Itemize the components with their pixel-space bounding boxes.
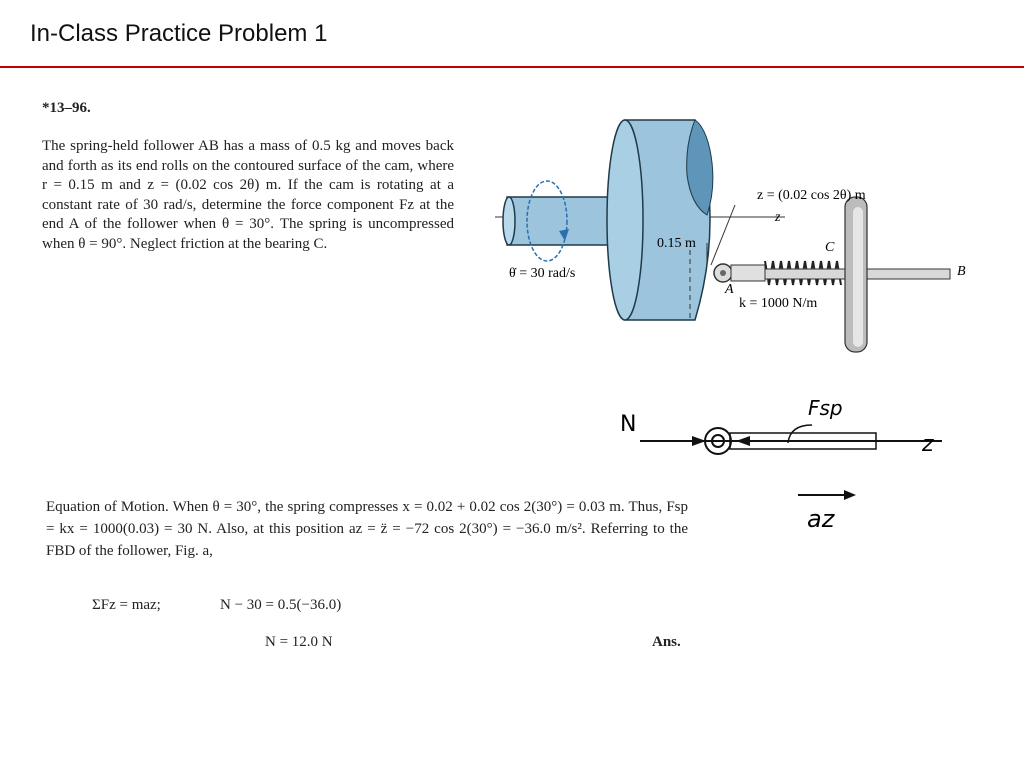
solution-text: Equation of Motion. When θ = 30°, the spring compresses x = 0.02 + 0.02 cos 2(30°) = 0.03 m. Thus, Fsp = kx = 1000(0.03) = 30 N. Also, at this position az = z̈ = −72 cos 2(30°) = −36.0 m/s². Referring to the FBD of the follower, Fig. a, [46, 499, 688, 559]
cam-front-face [607, 120, 643, 320]
z-equation-label: z = (0.02 cos 2θ) m [757, 188, 866, 203]
follower-head [731, 265, 765, 281]
fbd-z-label: z [922, 432, 934, 457]
result-equation: N = 12.0 N [265, 634, 333, 650]
fsp-arrowhead [736, 436, 750, 446]
fbd-fsp-label: Fsp [808, 396, 843, 420]
eq1-rhs: N − 30 = 0.5(−36.0) [220, 597, 342, 613]
fbd-n-label: N [620, 412, 637, 437]
fbd-az-label: az [807, 505, 835, 533]
z-leader [711, 205, 735, 265]
z-axis-label: z [775, 210, 781, 225]
problem-number: *13–96. [42, 100, 91, 116]
radius-label: 0.15 m [657, 236, 696, 251]
cam-follower-figure [495, 115, 1000, 360]
az-arrowhead [844, 490, 856, 500]
equation-of-motion [92, 597, 342, 614]
shaft-end [503, 197, 515, 245]
omega-label: θ̇ = 30 rad/s [509, 266, 576, 281]
bearing-highlight [853, 207, 863, 347]
problem-statement: The spring-held follower AB has a mass of 0.5 kg and moves back and forth as its end rolls on the contoured surface of the cam, where r = 0.15 m and z = (0.02 cos 2θ) m. If the cam is rotating at a constant rate of 30 rad/s, determine the force component Fz at the end A of the follower when θ = 30°. The spring is uncompressed when θ = 90°. Neglect friction at the bearing C. [42, 138, 454, 252]
n-arrowhead [692, 436, 706, 446]
spring-constant-label: k = 1000 N/m [739, 296, 818, 311]
eq1-lhs: ΣFz = maz; [92, 597, 161, 613]
end-b-label: B [957, 264, 966, 279]
bearing-label: C [825, 240, 835, 255]
answer-label: Ans. [652, 634, 681, 650]
cam-shaft [507, 197, 615, 245]
title-divider [0, 66, 1024, 68]
roller-pin [720, 270, 726, 276]
page-title: In-Class Practice Problem 1 [30, 20, 328, 47]
end-a-label: A [725, 282, 734, 297]
